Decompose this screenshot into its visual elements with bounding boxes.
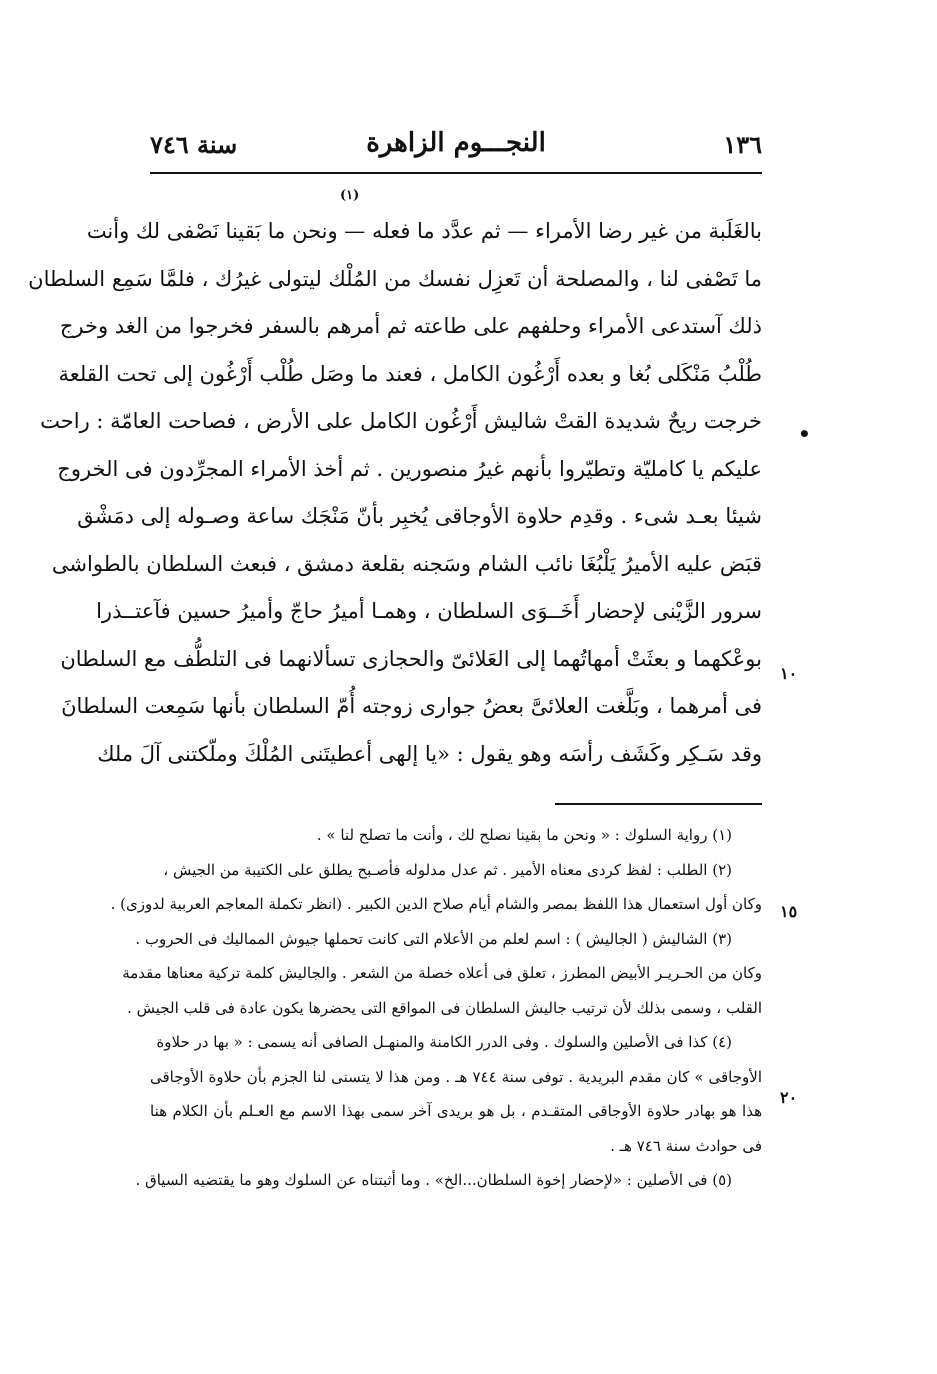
page-header xyxy=(150,124,762,166)
footnote-line: وكان أول استعمال هذا اللفظ بمصر والشام أيام صلاح الدين الكبير . (انظر تكملة المعاجم العربية لدوزى) . xyxy=(110,895,762,913)
main-text xyxy=(28,208,762,778)
footnote-line: وكان من الحـريـر الأبيض المطرز ، تعلق فى أعلاه خصلة من الشعر . والجاليش كلمة تركية معناها مقدمة xyxy=(122,964,762,982)
margin-bullet: • xyxy=(798,422,811,446)
footnotes xyxy=(110,818,762,1198)
footnote-line: (٥) فى الأصلين : «لإحضار إخوة السلطان...الخ» . وما أثبتناه عن السلوك وهو ما يقتضيه السياق . xyxy=(135,1171,732,1189)
footnote-line: (٤) كذا فى الأصلين والسلوك . وفى الدرر الكامنة والمنهـل الصافى أنه يسمى : « بها در حلاوة xyxy=(156,1033,732,1051)
text-line: قبَض عليه الأميرُ يَلْبُغَا نائب الشام وسَجنه بقلعة دمشق ، فبعث السلطان بالطواشى xyxy=(51,551,762,576)
footnote-line: (٢) الطلب : لفظ كردى معناه الأمير . ثم عدل مدلوله فأصـبح يطلق على الكتيبة من الجيش ، xyxy=(163,860,732,879)
text-line: ذلك آستدعى الأمراء وحلفهم على طاعته ثم أمرهم بالسفر فخرجوا من الغد وخرج xyxy=(59,314,762,338)
text-line: طُلْبُ مَنْكَلى بُغا و بعده أَرْغُون الكامل ، فعند ما وصَل طُلْب أَرْغُون إلى تحت القلعة xyxy=(58,361,762,386)
text-line: وقد سَـكِر وكَشَف رأسَه وهو يقول : «يا إلهى أعطيتَنى المُلْكَ وملّكتنى آلَ ملك xyxy=(97,741,762,766)
footnote-line: هذا هو بهادر حلاوة الأوجاقى المتقـدم ، بل هو بريدى آخر سمى بهذا الاسم مع العـلم بأن الكلام هنا xyxy=(150,1102,762,1120)
text-line: شيئا بعـد شىء . وقدِم حلاوة الأوجاقى يُخبِر بأنّ مَنْجَك ساعة وصـوله إلى دمَشْق xyxy=(77,504,762,528)
footnote-line: (١) رواية السلوك : « ونحن ما بقينا نصلح لك ، وأنت ما تصلح لنا » . xyxy=(316,826,732,844)
header-divider xyxy=(150,172,762,174)
line-number-20: ٢٠ xyxy=(780,1088,798,1107)
text-line: ما تَصْفى لنا ، والمصلحة أن تَعزِل نفسك من المُلْك ليتولى غيرُك ، فلمَّا سَمِع السلطان xyxy=(28,266,762,291)
text-line: خرجت ريحٌ شديدة القتْ شاليش أَرْغُون الكامل على الأرض ، فصاحت العامّة : راحت xyxy=(40,409,762,433)
line-number-10: ١٠ xyxy=(780,664,798,683)
text-line: بالغَلَبة من غير رضا الأمراء — ثم عدَّد ما فعله — ونحن ما بَقينا نَصْفى لك وأنت xyxy=(86,219,762,243)
footnote-line: (٣) الشاليش ( الجاليش ) : اسم لعلم من الأعلام التى كانت تحملها جيوش المماليك فى الحروب . xyxy=(135,929,732,948)
text-line: بوعْكهما و بعثَتْ أمهاتُهما إلى العَلائىّ والحجازى تسألانهما فى التلطُّف مع السلطان xyxy=(60,646,762,671)
text-line: عليكم يا كامليّة وتطيّروا بأنهم غيرُ منصورين . ثم أخذ الأمراء المجرِّدون فى الخروج xyxy=(57,456,762,481)
footnote-ref-marker: (١) xyxy=(340,188,360,203)
line-number-15: ١٥ xyxy=(780,902,798,921)
footnote-divider xyxy=(555,803,762,805)
footnote-line: فى حوادث سنة ٧٤٦ هـ . xyxy=(610,1136,762,1155)
year-label: سنة ٧٤٦ xyxy=(150,130,238,159)
page-number: ١٣٦ xyxy=(723,130,762,159)
footnote-line: الأوجاقى » كان مقدم البريدية . توفى سنة ٧٤٤ هـ . ومن هذا لا يتسنى لنا الجزم بأن حلاوة الأوجاقى xyxy=(150,1067,762,1086)
footnote-line: القلب ، وسمى بذلك لأن ترتيب جاليش السلطان فى المواقع التى يحضرها يكون عادة فى قلب الجيش . xyxy=(127,998,762,1017)
text-line: سرور الزَّيْنى لإحضار أَخَــوَى السلطان ، وهمـا أميرُ حاجّ وأميرُ حسين فآعتــذرا xyxy=(96,599,762,623)
running-title: النجـــوم الزاهرة xyxy=(366,128,546,158)
text-line: فى أمرهما ، وبَلَّغت العلائىَّ بعضُ جوارى زوجته أُمّ السلطان بأنها سَمِعت السلطانَ xyxy=(61,694,762,718)
